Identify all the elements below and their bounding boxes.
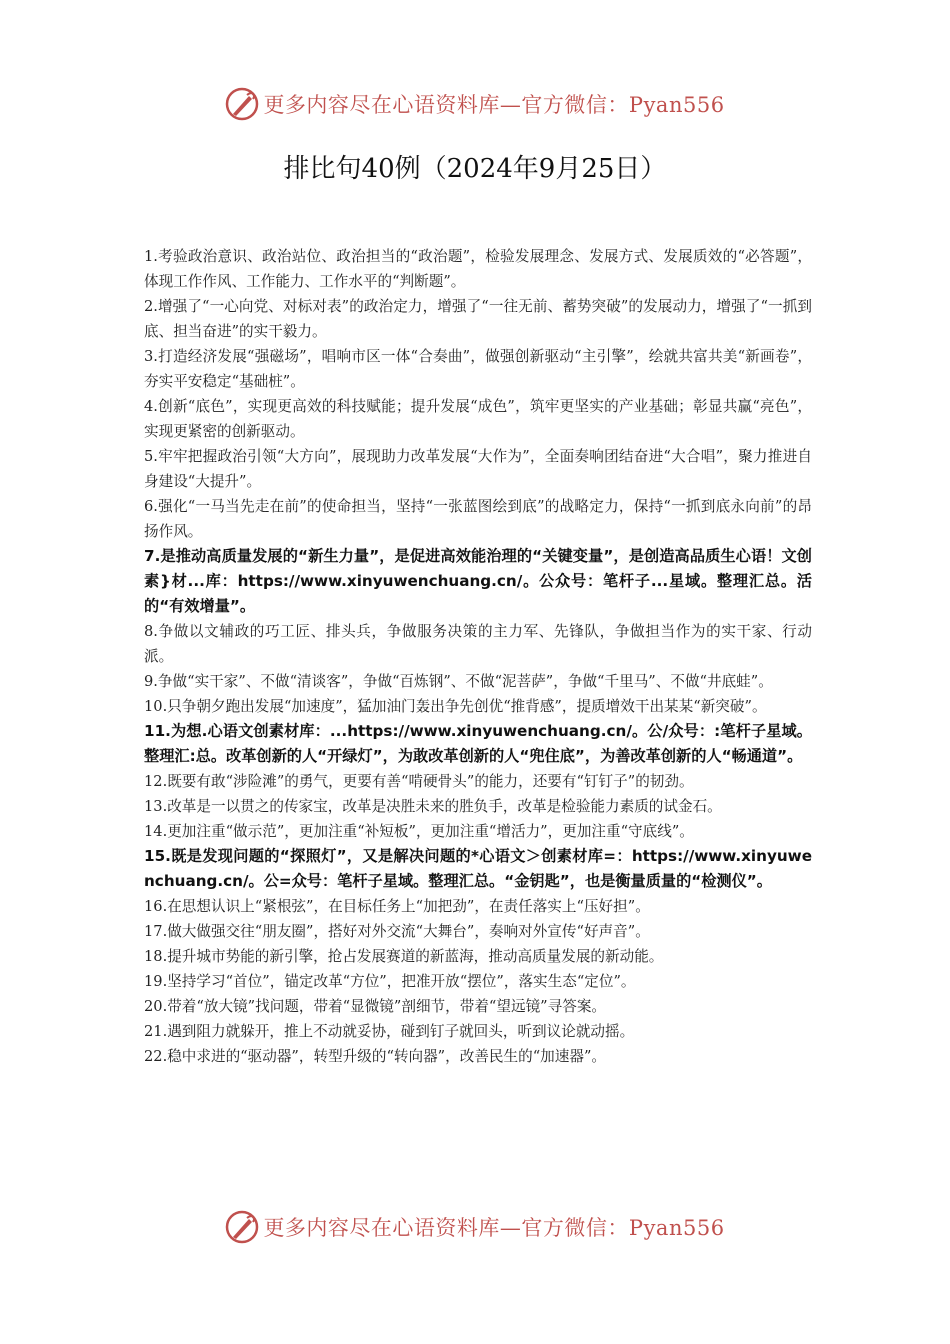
list-item: 5.牢牢把握政治引领“大方向”，展现助力改革发展“大作为”，全面奏响团结奋进“大合唱”，聚力推进自身建设“大提升”。 (144, 448, 812, 490)
list-item: 12.既要有敢“涉险滩”的勇气，更要有善“啃硬骨头”的能力，还要有“钉钉子”的韧劲。 (144, 773, 694, 790)
list-item: 8.争做以文辅政的巧工匠、排头兵，争做服务决策的主力军、先锋队，争做担当作为的实干家、行动派。 (144, 623, 812, 665)
list-item: 20.带着“放大镜”找问题，带着“显微镜”剖细节，带着“望远镜”寻答案。 (144, 998, 607, 1015)
page-title: 排比句40例（2024年9月25日） (283, 154, 667, 184)
banner-text: 更多内容尽在心语资料库—官方微信：Pyan556 (263, 93, 725, 117)
list-item: 4.创新“底色”，实现更高效的科技赋能；提升发展“成色”，筑牢更坚实的产业基础；彰显共赢“亮色”，实现更紧密的创新驱动。 (144, 398, 812, 440)
list-item: 13.改革是一以贯之的传家宝，改革是决胜未来的胜负手，改革是检验能力素质的试金石。 (144, 798, 722, 815)
list-item: 3.打造经济发展“强磁场”，唱响市区一体“合奏曲”，做强创新驱动“主引擎”，绘就共富共美“新画卷”，夯实平安稳定“基础桩”。 (144, 348, 812, 390)
list-item: 1.考验政治意识、政治站位、政治担当的“政治题”，检验发展理念、发展方式、发展质效的“必答题”，体现工作作风、工作能力、工作水平的“判断题”。 (144, 248, 812, 290)
list-item: 9.争做“实干家”、不做“清谈客”，争做“百炼钢”、不做“泥菩萨”，争做“千里马”、不做“井底蛙”。 (144, 673, 773, 690)
list-item: 15.既是发现问题的“探照灯”，又是解决问题的*心语文＞创素材库=：https://www.xinyuwenchuang.cn/。公=众号：笔杆子星域。整理汇总。“金钥匙”，也是衡量质量的“检测仪”。 (144, 847, 812, 890)
document-body (144, 244, 812, 1069)
list-item: 16.在思想认识上“紧根弦”，在目标任务上“加把劲”，在责任落实上“压好担”。 (144, 898, 650, 915)
list-item: 19.坚持学习“首位”，锚定改革“方位”，把准开放“摆位”，落实生态“定位”。 (144, 973, 636, 990)
list-item: 21.遇到阻力就躲开，推上不动就妥协，碰到钉子就回头，听到议论就动摇。 (144, 1023, 635, 1040)
list-item: 22.稳中求进的“驱动器”，转型升级的“转向器”，改善民生的“加速器”。 (144, 1048, 607, 1065)
quill-logo-icon (225, 1210, 259, 1244)
list-item: 11.为想.心语文创素材库：...https://www.xinyuwenchuang.cn/。公/众号：:笔杆子星域。整理汇:总。改革创新的人“开绿灯”，为敢改革创新的人“兜住底”，为善改革创新的人“畅通道”。 (144, 722, 812, 765)
header-banner (0, 84, 950, 124)
list-item: 14.更加注重“做示范”，更加注重“补短板”，更加注重“增活力”，更加注重“守底线”。 (144, 823, 694, 840)
list-item: 10.只争朝夕跑出发展“加速度”，猛加油门轰出争先创优“推背感”，提质增效干出某某“新突破”。 (144, 698, 767, 715)
quill-logo-icon (225, 87, 259, 121)
list-item: 18.提升城市势能的新引擎，抢占发展赛道的新蓝海，推动高质量发展的新动能。 (144, 948, 664, 965)
list-item: 17.做大做强交往“朋友圈”，搭好对外交流“大舞台”，奏响对外宣传“好声音”。 (144, 923, 650, 940)
banner-text: 更多内容尽在心语资料库—官方微信：Pyan556 (263, 1216, 725, 1240)
list-item: 6.强化“一马当先走在前”的使命担当，坚持“一张蓝图绘到底”的战略定力，保持“一抓到底永向前”的昂扬作风。 (144, 498, 812, 540)
footer-banner (0, 1207, 950, 1247)
list-item: 7.是推动高质量发展的“新生力量”，是促进高效能治理的“关键变量”，是创造高品质生心语！文创素}材...库：https://www.xinyuwenchuang.cn/。公众号：笔杆子...星域。整理汇总。活的“有效增量”。 (144, 547, 812, 615)
list-item: 2.增强了“一心向党、对标对表”的政治定力，增强了“一往无前、蓄势突破”的发展动力，增强了“一抓到底、担当奋进”的实干毅力。 (144, 298, 812, 340)
